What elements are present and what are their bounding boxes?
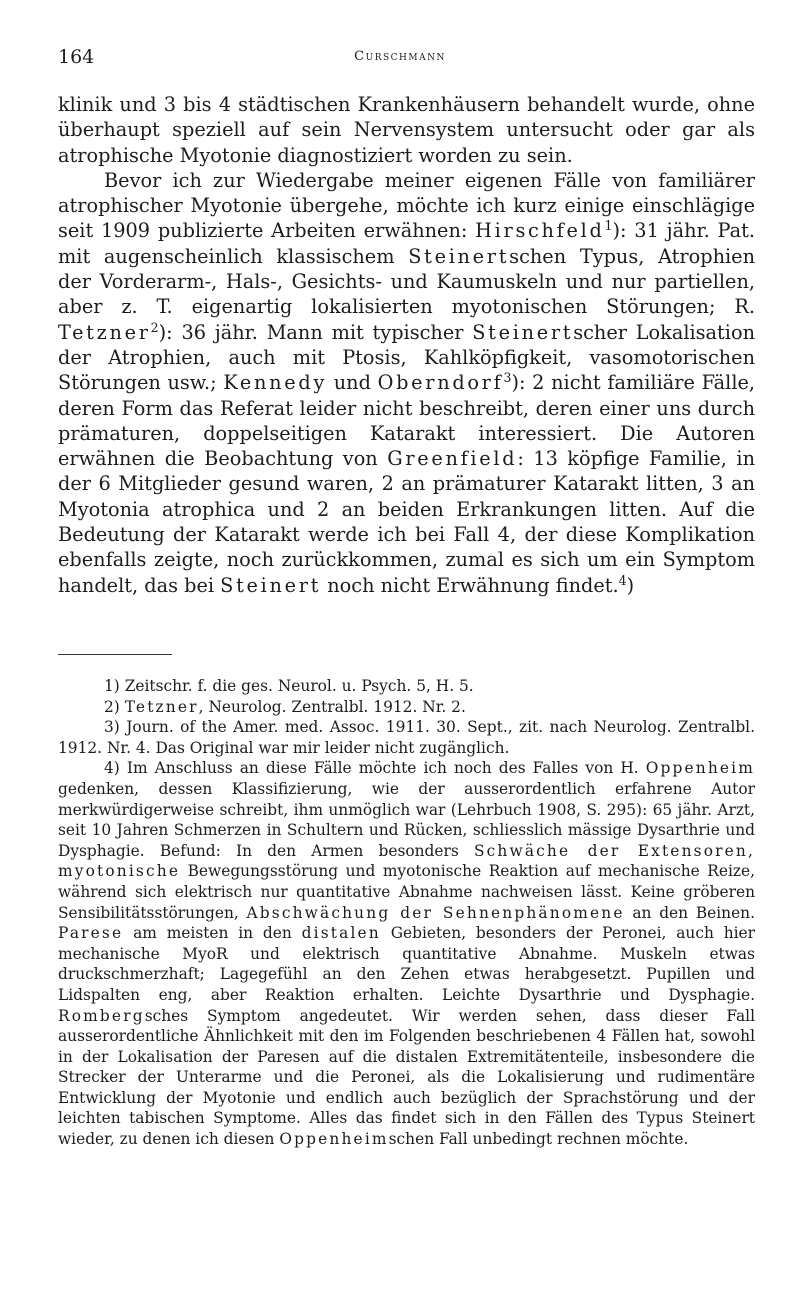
page-header: [58, 46, 742, 70]
text-run: Bewegungsstörung und myotonische Reaktion auf mechanische Reize, während sich elektrisch nur quantitative Abnahme nachweisen lässt. Keine gröberen Sensibilitätsstörungen,: [58, 862, 755, 922]
text-run: ): 31 jähr. Pat. mit augenscheinlich klassischem: [58, 219, 755, 268]
running-title: Curschmann: [354, 49, 446, 64]
footnote-ref: 1: [604, 218, 613, 234]
footnote-2: [58, 697, 755, 718]
text-run: scher Lokalisation der Atrophien, auch mit Ptosis, Kahlköpfigkeit, vasomotorischen Störungen usw.;: [58, 320, 755, 395]
author-name: Tetzner: [58, 320, 151, 344]
text-run: 4) Im Anschluss an diese Fälle möchte ich noch des Falles von H.: [104, 759, 646, 778]
author-name: Kennedy: [223, 371, 328, 395]
footnote-4: [58, 758, 755, 1149]
text-run: sches Symptom angedeutet. Wir werden sehen, dass dieser Fall ausserordentliche Ähnlichkeit mit den im Folgenden beschriebenen 4 Fällen hat, sowohl in der Lokalisation der Paresen auf die distalen Extremitätenteile, insbesondere die Strecker der Unterarme und die Peronei, als die Lokalisierung und rudimentäre Entwicklung der Myotonie und endlich auch bezüglich der Sprachstörung und der leichten tabischen Symptome. Alles das findet sich in den Fällen des Typus Steinert wieder, zu denen ich diesen: [58, 1006, 755, 1149]
author-name: Hirschfeld: [475, 219, 605, 243]
footnote-ref: 4: [618, 572, 627, 588]
author-name: Oppenheim: [645, 759, 755, 778]
text-run: gedenken, dessen Klassifizierung, wie der ausserordentlich erfahrene Autor merkwürdigerweise schreibt, ihm unmöglich war (Lehrbuch 1908, S. 295): 65 jähr. Arzt, seit 10 Jahren Schmerzen in Schultern und Rücken, schliesslich mässige Dysarthrie und Dysphagie. Befund: In den Armen besonders: [58, 779, 755, 860]
text-run: ): 2 nicht familiäre Fälle, deren Form das Referat leider nicht beschreibt, deren einer uns durch prämaturen, doppelseitigen Katarakt interessiert. Die Autoren erwähnen die Beobachtung von: [58, 371, 756, 471]
author-name: Oppenheim: [279, 1130, 389, 1149]
text-run: schen Fall unbedingt rechnen möchte.: [388, 1130, 689, 1149]
author-name: Steinert: [220, 573, 322, 597]
emphasis: Schwäche der Extensoren, myotonische: [58, 841, 756, 881]
text-run: , Neurolog. Zentralbl. 1912. Nr. 2.: [198, 697, 466, 716]
text-run: ): [626, 573, 635, 597]
emphasis: Abschwächung der Sehnenphänomene: [246, 903, 625, 922]
emphasis: distalen: [301, 924, 381, 943]
footnote-divider: [58, 654, 172, 655]
text-run: Bevor ich zur Wiedergabe meiner eigenen Fälle von familiärer atrophischer Myotonie übergehe, möchte ich kurz einige einschlägige seit 1909 publizierte Arbeiten erwähnen:: [58, 168, 755, 243]
text-run: an den Beinen.: [624, 903, 755, 922]
footnote-ref: 2: [150, 319, 159, 335]
footnote-1: 1) Zeitschr. f. die ges. Neurol. u. Psych. 5, H. 5.: [104, 677, 474, 695]
footnotes: [58, 676, 755, 1150]
footnote-ref: 3: [503, 370, 512, 386]
author-name: Steinert: [472, 320, 574, 344]
paragraph-2: [58, 168, 755, 598]
text-run: noch nicht Erwähnung findet.: [321, 573, 619, 597]
text-run: Gebieten, besonders der Peronei, auch hier mechanische MyoR und elektrisch quantitative Abnahme. Muskeln etwas druckschmerzhaft; Lagegefühl an den Zehen etwas herabgesetzt. Pupillen und Lidspalten eng, aber Reaktion erhalten. Leichte Dysarthrie und Dysphagie.: [58, 924, 755, 1004]
text-run: ): 36 jähr. Mann mit typischer: [158, 320, 473, 344]
text-run: 2): [104, 697, 125, 716]
text-run: : 13 köpfige Familie, in der 6 Mitglieder gesund waren, 2 an prämaturer Katarakt litten, 3 an Myotonia atrophica und 2 an beiden Erkrankungen litten. Auf die Bedeutung der Katarakt werde ich bei Fall 4, der diese Komplikation ebenfalls zeigte, noch zurückkommen, zumal es sich um ein Symptom handelt, das bei: [58, 447, 755, 597]
paragraph-1: [58, 92, 755, 168]
text-run: am meisten in den: [123, 924, 302, 943]
author-name: Romberg: [58, 1006, 145, 1025]
author-name: Oberndorf: [377, 371, 504, 395]
author-name: Tetzner: [124, 697, 199, 716]
emphasis: Parese: [58, 924, 124, 943]
text-run: schen Typus, Atrophien der Vorderarm-, Hals-, Gesichts- und Kaumuskeln und nur partiellen, aber z. T. eigenartig lokalisierten myotonischen Störungen; R.: [58, 244, 756, 319]
paragraph-1-text: klinik und 3 bis 4 städtischen Krankenhäusern behandelt wurde, ohne überhaupt speziell auf sein Nervensystem untersucht oder gar als atrophische Myotonie diagnostiziert worden zu sein.: [58, 93, 755, 167]
author-name: Greenfield: [387, 447, 518, 471]
text-run: und: [327, 371, 378, 395]
author-name: Steinert: [408, 244, 510, 268]
footnote-3: 3) Journ. of the Amer. med. Assoc. 1911. 30. Sept., zit. nach Neurolog. Zentralbl. 1912. Nr. 4. Das Original war mir leider nicht zugänglich.: [58, 718, 755, 757]
main-text: [58, 92, 755, 598]
page-number: 164: [58, 46, 95, 68]
